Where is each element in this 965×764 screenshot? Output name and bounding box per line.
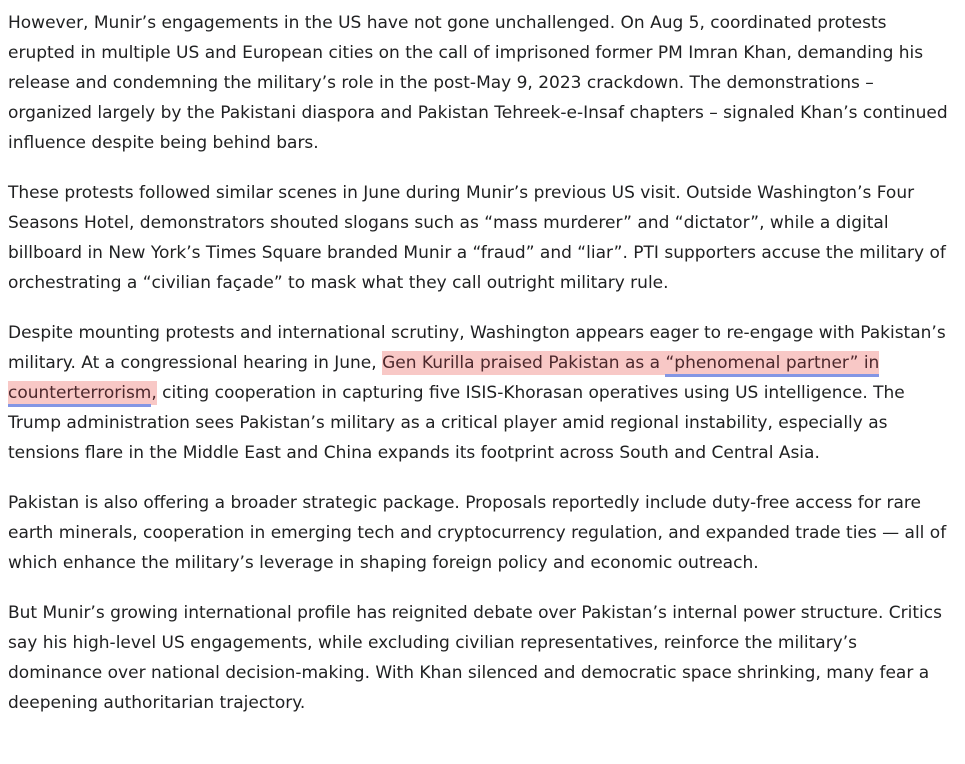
text-segment: These protests followed similar scenes in June during Munir’s previous US visit. Outside Washington’s Four Seasons Hotel, demonstrators shouted slogans such as “mass murderer” and “dictator”, while a digital billboard in New York’s Times Square branded Munir a “fraud” and “liar”. PTI supporters accuse the military of orchestrating a “civilian façade” to mask what they call outright military rule. <box>8 183 946 293</box>
paragraph-5 <box>8 598 955 718</box>
text-segment: Pakistan is also offering a broader strategic package. Proposals reportedly include duty-free access for rare earth minerals, cooperation in emerging tech and cryptocurrency regulation, and expanded trade ties — all of which enhance the military’s leverage in shaping foreign policy and economic outreach. <box>8 493 947 573</box>
highlight-annotation[interactable]: , <box>151 383 157 403</box>
paragraph-3 <box>8 318 955 468</box>
text-segment: However, Munir’s engagements in the US have not gone unchallenged. On Aug 5, coordinated protests erupted in multiple US and European cities on the call of imprisoned former PM Imran Khan, demanding his release and condemning the military’s role in the post-May 9, 2023 crackdown. The demonstrations – organized largely by the Pakistani diaspora and Pakistan Tehreek-e-Insaf chapters – signaled Khan’s continued influence despite being behind bars. <box>8 13 948 153</box>
highlight-annotation[interactable]: Gen Kurilla praised Pakistan as a <box>382 353 666 373</box>
text-segment: citing cooperation in capturing five ISIS-Khorasan operatives using US intelligence. The Trump administration sees Pakistan’s military as a critical player amid regional instability, especially as tensions flare in the Middle East and China expands its footprint across South and Central Asia. <box>8 383 905 463</box>
paragraph-1 <box>8 8 955 158</box>
paragraph-4 <box>8 488 955 578</box>
highlight-underline-annotation[interactable]: “phenomenal partner” in counterterrorism <box>8 351 879 407</box>
text-segment: Despite mounting protests and international scrutiny, Washington appears eager to re-engage with Pakistan’s military. At a congressional hearing in June, <box>8 323 946 373</box>
text-segment: But Munir’s growing international profile has reignited debate over Pakistan’s internal power structure. Critics say his high-level US engagements, while excluding civilian representatives, reinforce the military’s dominance over national decision-making. With Khan silenced and democratic space shrinking, many fear a deepening authoritarian trajectory. <box>8 603 942 713</box>
paragraph-2 <box>8 178 955 298</box>
